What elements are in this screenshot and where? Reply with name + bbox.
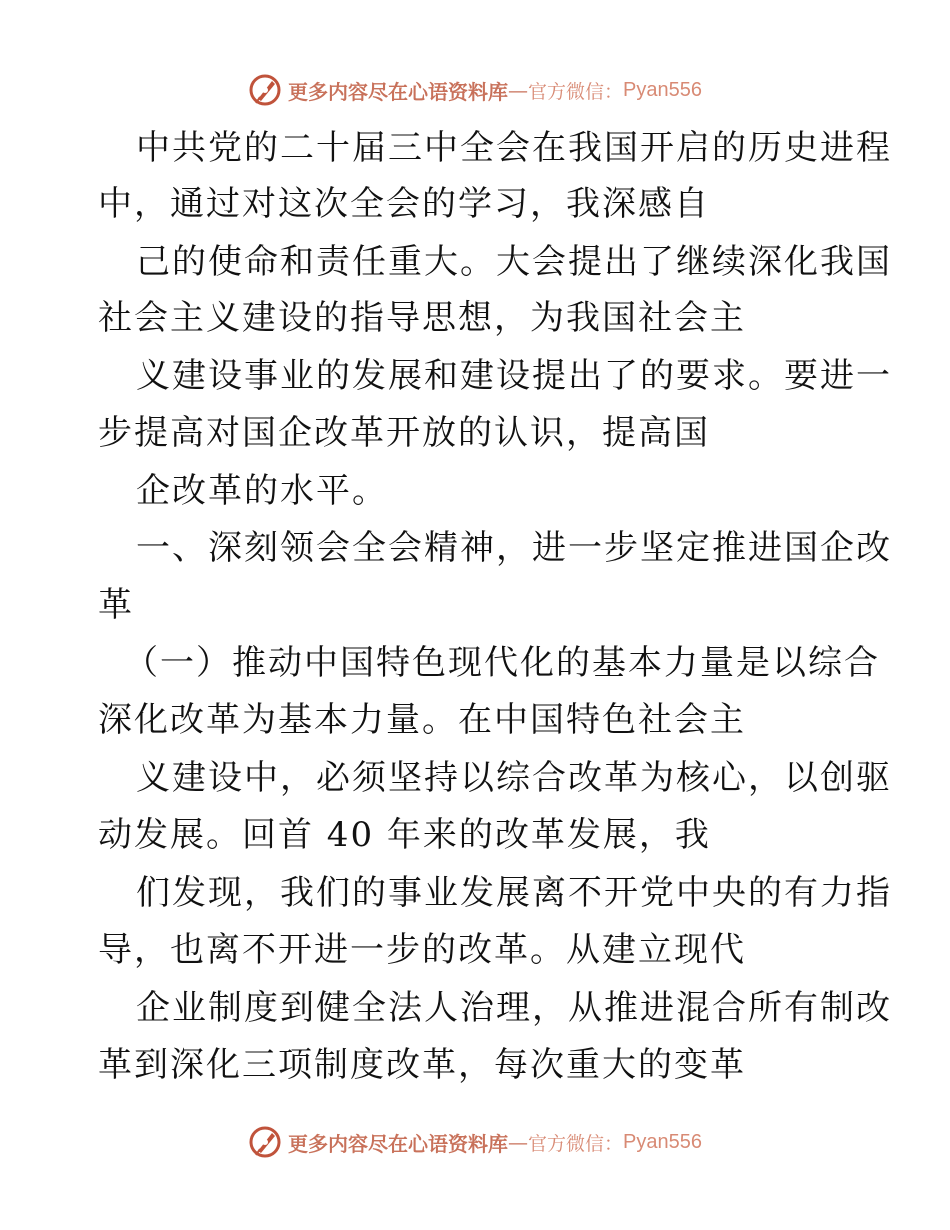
text-line: 义建设中，必须坚持以综合改革为核心，以创驱 xyxy=(136,758,892,798)
text-line: 己的使命和责任重大。大会提出了继续深化我国 xyxy=(136,242,892,282)
text-line: 革到深化三项制度改革，每次重大的变革 xyxy=(98,1045,746,1085)
footer-watermark-banner xyxy=(0,1122,950,1162)
watermark-dash: — xyxy=(508,1130,528,1154)
section-heading: 一、深刻领会全会精神，进一步坚定推进国企改 xyxy=(136,528,892,568)
watermark-main-text: 更多内容尽在心语资料库 xyxy=(288,79,508,104)
text-line: 动发展。回首 40 年来的改革发展，我 xyxy=(98,815,711,855)
watermark-wechat-id: Pyan556 xyxy=(623,1130,702,1153)
text-line: 义建设事业的发展和建设提出了的要求。要进一 xyxy=(136,356,892,396)
text-line: 们发现，我们的事业发展离不开党中央的有力指 xyxy=(136,873,892,913)
watermark-main-text: 更多内容尽在心语资料库 xyxy=(288,1131,508,1156)
section-heading-continued: 革 xyxy=(98,585,134,625)
watermark-wechat-id: Pyan556 xyxy=(623,78,702,101)
subsection-heading: （一）推动中国特色现代化的基本力量是以综合 xyxy=(124,643,880,683)
watermark-wechat-label: 官方微信： xyxy=(528,1132,624,1155)
text-line: 中共党的二十届三中全会在我国开启的历史进程 xyxy=(136,128,892,168)
text-line: 深化改革为基本力量。在中国特色社会主 xyxy=(98,700,746,740)
watermark-wechat-label: 官方微信： xyxy=(528,80,624,103)
text-line: 社会主义建设的指导思想，为我国社会主 xyxy=(98,298,746,338)
watermark-dash: — xyxy=(508,78,528,102)
text-line: 企业制度到健全法人治理，从推进混合所有制改 xyxy=(136,988,892,1028)
text-line: 导，也离不开进一步的改革。从建立现代 xyxy=(98,930,746,970)
feather-pen-logo-icon xyxy=(248,1125,282,1159)
text-line: 企改革的水平。 xyxy=(136,471,388,511)
text-line: 步提高对国企改革开放的认识，提高国 xyxy=(98,413,710,453)
text-line: 中，通过对这次全会的学习，我深感自 xyxy=(98,184,710,224)
